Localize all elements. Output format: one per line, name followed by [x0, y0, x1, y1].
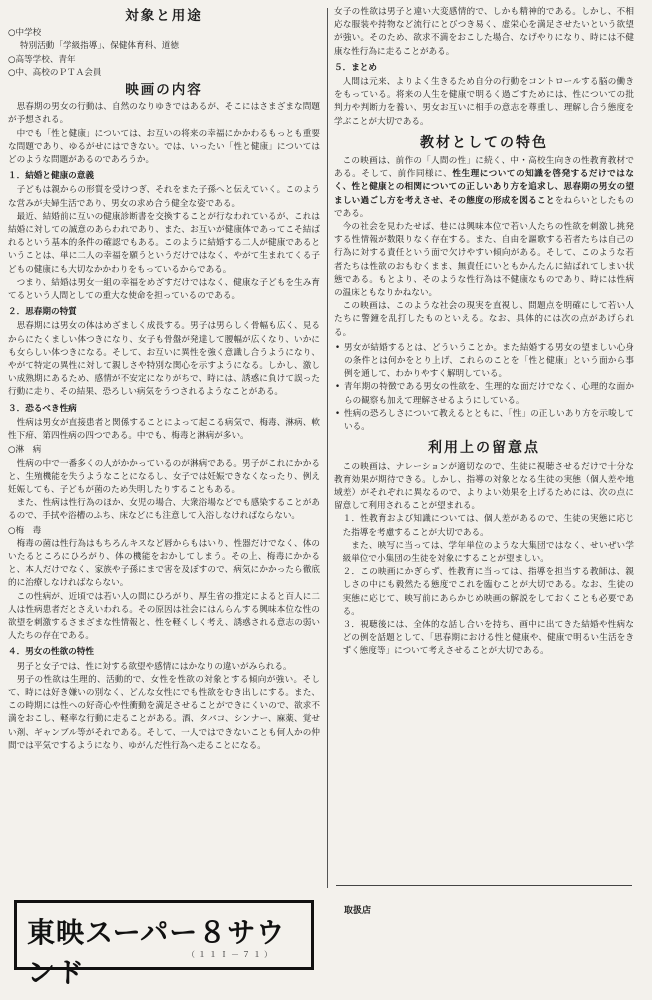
target-line: 特別活動「学級指導」、保健体育科、道徳 [20, 41, 179, 52]
paragraph: また、性病は性行為のほか、女児の場合、大衆浴場などでも感染することがあるので、手拭や浴槽のふち、床などにも注意して入浴しなければならない。 [8, 498, 320, 522]
emphasis-text: 性生理についての知識を啓発するだけではなく、性と健康との相関についての正しいあり方を追求し、思春期の男女の望ましい過ごし方を考えさせ、その態度の形成を図ること [334, 169, 634, 206]
paragraph: 性病の中で一番多くの人がかかっているのが淋病である。男子がこれにかかると、生殖機能を失うようなことになるし、女子では妊娠できなくなったり、例え妊娠しても、子どもが菌のため失明したりすることもある。 [8, 458, 320, 495]
target-line: ○高等学校、青年 [8, 54, 76, 65]
usage-item: ３．視聴後には、全体的な話し合いを持ち、画中に出てきた結婚や性病などの例を話題として、「思春期における性と健康や、健康で明るい生活をきずく態度等」について考えさせることが大切である。 [342, 619, 634, 657]
left-column [8, 6, 320, 753]
paragraph: 梅毒の菌は性行為はもちろんキスなど唇からもはいり、性器だけでなく、体のいたるところにひろがり、体の機能をおかしてしまう。その上、梅毒にかかると、本人だけでなく、家族や子孫にまで害を及ぼすので、病気にかかったら徹底的に治療しなければならない。 [8, 538, 320, 589]
dealer-label: 取扱店 [344, 906, 372, 916]
paragraph: この映画は、このような社会の現実を直視し、問題点を明確にして若い人たちに警鐘を乱打したものといえる。なお、具体的には次の点があげられる。 [334, 301, 634, 338]
paragraph: 性病は男女が直接患者と関係することによって起こる病気で、梅毒、淋病、軟性下疳、第四性病の四つである。中でも、梅毒と淋病が多い。 [8, 417, 320, 442]
subsection-title: ○淋 病 [8, 445, 42, 456]
section-title: １．結婚と健康の意義 [8, 171, 94, 182]
paragraph-text: をねらいとしたものである。 [334, 195, 634, 219]
usage-item-body: また、映写に当っては、学年単位のような大集団ではなく、せいぜい学級単位で小集団の生徒を対象にすることが望ましい。 [342, 540, 634, 564]
paragraph [334, 155, 634, 221]
content-heading: 映画の内容 [125, 82, 203, 99]
paragraph-text: この映画は、前作の「人間の性」に続く、中・高校生向きの性教育教材である。そして、前作同様に、 [334, 156, 634, 180]
target-line: ○中、高校のＰＴＡ会員 [8, 67, 102, 78]
paragraph: 男子の性欲は生理的、活動的で、女性を性欲の対象とする傾向が強い。そして、時には好き嫌いの別なく、どんな女性にでも性欲をむき出しにする。また、この時期には性への好奇心や性衝動を満足させることができにくいので、欲求不満をおこし、軽率な行動に走ることがある。酒、タバコ、シンナー、麻薬、覚せい剤、ギャンブル等がそれである。そして、一人ではできないことも何人かの仲間では平気でするようになり、ゆがんだ性行為へ走ることになる。 [8, 674, 320, 751]
usage-item: １．性教育および知識については、個人差があるので、生徒の実態に応じた指導を考慮することが大切である。 [342, 514, 634, 538]
paragraph: 中でも「性と健康」については、お互いの将来の幸福にかかわるもっとも重要な問題であり、ゆるがせにはできない。では、いったい「性と健康」についてはどのような問題があるのであろうか。 [8, 128, 320, 166]
catalog-code: （１１Ｉ－７１） [187, 950, 275, 959]
section-title: ２．思春期の特質 [8, 307, 77, 318]
list-item: • 青年期の特徴である男女の性欲を、生理的な面だけでなく、心理的な面からの観察も加えて理解させるようにしている。 [334, 381, 634, 407]
paragraph: 最近、結婚前に互いの健康診断書を交換することが行なわれているが、これは結婚に対しての誠意のあらわれであり、また、お互いが健康体であってこそ結ばれるという基本的条件の確認でもある。このように結婚する二人が健康であるということは、単に二人の幸福を願うというだけではなく、やがて生まれてくる子どもの健康にも大切なかかわりをもっているからである。 [8, 211, 320, 275]
subsection-title: ○梅 毒 [8, 525, 42, 536]
paragraph: この映画は、ナレーションが適切なので、生徒に視聴させるだけで十分な教育効果が期待できる。しかし、指導の対象となる生徒の実態（個人差や地域差）がそれぞれに異なるので、よりよい効果を上げるためには、次の点に留意して利用されることが望まれる。 [334, 461, 634, 512]
paragraph: 人間は元来、よりよく生きるため自分の行動をコントロールする脳の働きをもっている。将来の人生を健康で明るく過ごすためには、性についての批判力や判断力を養い、男女お互いに相手の意志を尊重し、理解し合う態度を学ぶことが大切である。 [334, 77, 634, 127]
paragraph: つまり、結婚は男女一組の幸福をめざすだけではなく、健康な子どもを生み育てるという人間としての重大な使命を担っているのである。 [8, 277, 320, 302]
brand-logo-text: 東映スーパー８サウンド [27, 916, 286, 989]
paragraph: 子どもは親からの形質を受けつぎ、それをまた子孫へと伝えていく。このような営みが夫婦生活であり、男女の求め合う健全な姿である。 [8, 185, 320, 209]
paragraph: この性病が、近頃では若い人の間にひろがり、厚生省の推定によると百人に二人は性病患者だとさえいわれる。その原因は社会にはんらんする興味本位な性の欲望を刺激するさまざまな性情報と、性を軽くしく考え、誘惑される意志の弱い人たちの存在である。 [8, 591, 320, 642]
usage-item: ２．この映画にかぎらず、性教育に当っては、指導を担当する教師は、親しさの中にも毅然たる態度でこれを臨むことが大切である。なお、生徒の実態に応じて、映写前にあらかじめ映画の解説をしておくことも必要である。 [342, 567, 634, 617]
paragraph: 女子の性欲は男子と違い大変感情的で、しかも精神的である。しかし、不相応な服装や持物など流行にとびつき易く、虚栄心を満足させたいという欲望が強い。そのため、欲求不満をおこした場合、なげやりになり、時には不健康な性行為に走ることがある。 [334, 7, 634, 57]
usage-heading: 利用上の留意点 [428, 440, 540, 457]
section-title: ５．まとめ [334, 62, 377, 73]
paragraph: 思春期には男女の体はめざましく成長する。男子は男らしく骨幅も広く、見るからにたくましい体つきになり、女子も骨盤が発達して腰幅が広くなり、いかにも女らしい体つきになる。そして、お互いに異性を強く意識し合うようになり、やがて特定の異性に対して親しさや特別な関心を示すようになる。しかし、激しい成熟期にあるため、感情が不安定になりがちで、時には、誘惑に負けて誤った行動に走り、その結果、恐ろしい病気をうつされるようなことがある。 [8, 321, 320, 398]
feature-list [334, 342, 634, 434]
section-title: ３．恐るべき性病 [8, 403, 77, 414]
right-column [334, 6, 634, 659]
target-heading: 対象と用途 [125, 8, 203, 24]
target-list [8, 27, 320, 80]
column-divider [327, 8, 328, 888]
features-heading: 教材としての特色 [420, 134, 548, 151]
paragraph: 思春期の男女の行動は、自然のなりゆきではあるが、そこにはさまざまな問題が予想される。 [8, 102, 320, 126]
paragraph: 今の社会を見わたせば、巷には興味本位で若い人たちの性欲を刺激し挑発する性情報が数限りなく存在する。また、自由を謳歌する若者たちは自己の行為に対する責任という面で欠けやすい傾向がある。そして、このような若者たちは性欲のおもむくまま、無責任にいともかんたんに結ばれてしまい状態である。もとより、そのような性行為は不健康なものであり、時には性病の温床ともなりかねない。 [334, 222, 634, 299]
dealer-rule [336, 885, 632, 886]
section-title: ４．男女の性欲の特性 [8, 647, 94, 658]
brand-logo [14, 900, 314, 989]
target-line: ○中学校 [8, 28, 42, 39]
list-item: • 男女が結婚するとは、どういうことか。また結婚する男女の望ましい心身の条件とは何かをとり上げ、これらのことを「性と健康」という面から事例を通して、わかりやすく解明している。 [334, 342, 634, 382]
paragraph: 男子と女子では、性に対する欲望や感情にはかなりの違いがみられる。 [16, 661, 292, 672]
list-item: • 性病の恐ろしさについて教えるとともに、「性」の正しいあり方を示唆している。 [334, 408, 634, 434]
